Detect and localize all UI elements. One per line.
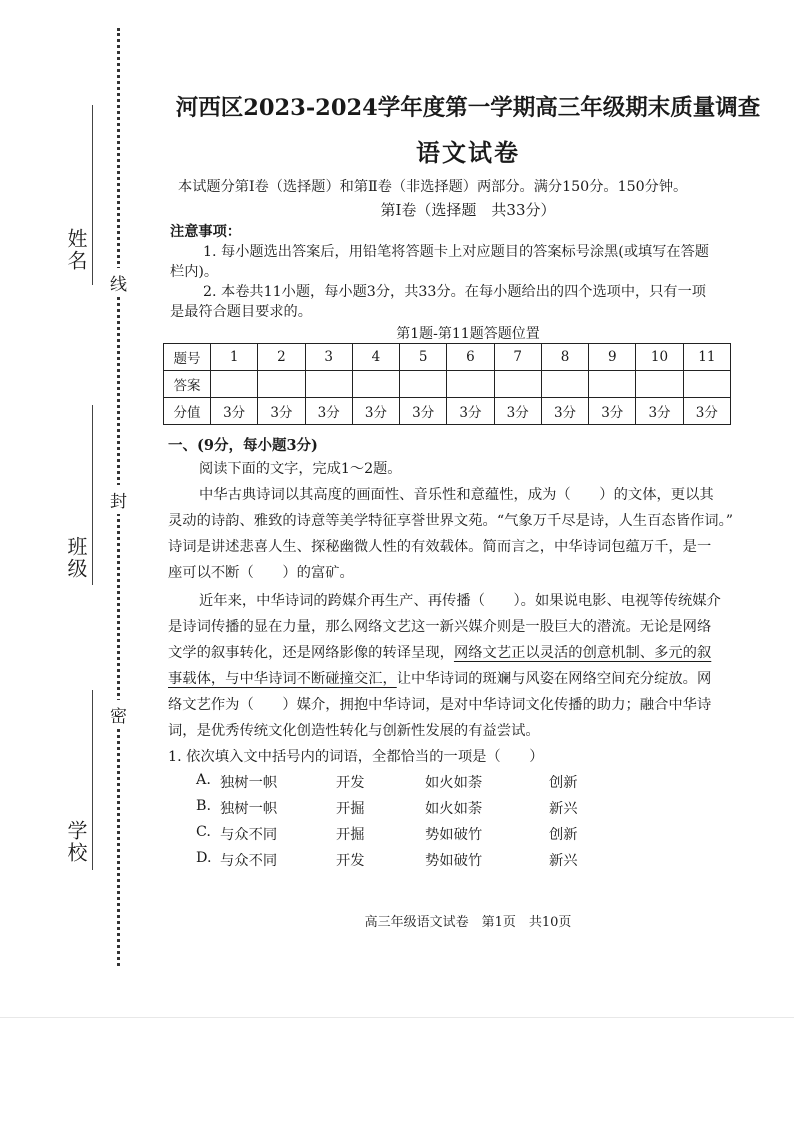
passage-p2-line4-plain: 让中华诗词的斑斓与风姿在网络空间充分绽放。网 [396,671,712,687]
passage-p1-line3: 诗词是讲述悲喜人生、探秘幽微人性的有效载体。简而言之，中华诗词包蕴万千，是一 [168,539,712,555]
school-field-line[interactable] [92,690,93,870]
seal-char-seal: 封 [110,485,127,514]
passage-p2-line2: 是诗词传播的显在力量，那么网络文艺这一新兴媒介则是一股巨大的潜流。无论是网络 [168,619,712,635]
question1-stem: 1. 依次填入文中括号内的词语，全都恰当的一项是（ ） [168,749,544,765]
row-label: 题号 [164,344,211,371]
exam-title: 河西区2023-2024学年度第一学期高三年级期末质量调查 [175,95,761,121]
section1-heading: 一、(9分，每小题3分) [168,437,318,454]
question-number: 10 [636,344,683,371]
option-word4: 创新 [549,775,578,791]
exam-intro: 本试题分第Ⅰ卷（选择题）和第Ⅱ卷（非选择题）两部分。满分150分。150分钟。 [178,179,688,195]
score-cell: 3分 [494,398,541,425]
score-cell: 3分 [447,398,494,425]
score-cell: 3分 [352,398,399,425]
class-field-line[interactable] [92,405,93,585]
notes-item2-line2: 是最符合题目要求的。 [170,304,312,320]
question-number: 11 [683,344,730,371]
question-number: 3 [305,344,352,371]
question-number: 1 [211,344,258,371]
answer-table-row-scores [164,398,731,425]
score-cell: 3分 [211,398,258,425]
score-cell: 3分 [541,398,588,425]
school-label: 学校 [64,820,88,864]
question-number: 4 [352,344,399,371]
passage-p2-line3-underlined: 网络文艺正以灵活的创意机制、多元的叙 [453,645,712,661]
answer-cell[interactable] [258,371,305,398]
option-word1: 与众不同 [220,853,278,869]
answer-cell[interactable] [447,371,494,398]
passage-p2-line4-underlined: 事载体，与中华诗词不断碰撞交汇， [168,671,397,687]
question-number: 7 [494,344,541,371]
passage-p2-line5: 络文艺作为（ ）媒介，拥抱中华诗词，是对中华诗词文化传播的助力；融合中华诗 [168,697,712,713]
name-field-line[interactable] [92,105,93,285]
passage-p1-line1: 中华古典诗词以其高度的画面性、音乐性和意蕴性，成为（ ）的文体，更以其 [199,487,714,503]
notes-item1-line2: 栏内)。 [170,264,219,280]
option-word3: 如火如荼 [425,775,483,791]
answer-cell[interactable] [494,371,541,398]
option-letter: C. [196,824,211,840]
name-label: 姓名 [64,228,88,272]
question-number: 5 [400,344,447,371]
passage-p1-line2: 灵动的诗韵、雅致的诗意等美学特征享誉世界文苑。“气象万千尽是诗，人生百态皆作词。” [168,513,734,529]
answer-table [163,343,731,425]
question-number: 6 [447,344,494,371]
passage-p1-line4: 座可以不断（ ）的富矿。 [168,565,354,581]
notes-item1-line1: 1. 每小题选出答案后，用铅笔将答题卡上对应题目的答案标号涂黑(或填写在答题 [203,244,709,260]
option-word3: 如火如荼 [425,801,483,817]
passage-p2-line4 [168,666,711,692]
exam-subtitle: 语文试卷 [416,138,520,167]
question-number: 8 [541,344,588,371]
question-number: 2 [258,344,305,371]
option-word4: 新兴 [549,801,578,817]
passage-p2-line1: 近年来，中华诗词的跨媒介再生产、再传播（ ）。如果说电影、电视等传统媒介 [199,593,721,609]
score-cell: 3分 [305,398,352,425]
option-word2: 开发 [336,775,365,791]
page-footer: 高三年级语文试卷 第1页 共10页 [364,915,572,930]
answer-cell[interactable] [352,371,399,398]
option-letter: D. [196,850,212,866]
option-word3: 势如破竹 [425,853,483,869]
passage-p2-line3 [168,640,711,666]
option-word2: 开掘 [336,801,365,817]
option-word1: 独树一帜 [220,775,278,791]
scan-edge-divider [0,1017,794,1018]
answer-table-caption: 第1题-第11题答题位置 [396,326,540,342]
passage-p2-line3-plain: 文学的叙事转化，还是网络影像的转译呈现， [168,645,454,661]
answer-cell[interactable] [589,371,636,398]
score-cell: 3分 [589,398,636,425]
option-word1: 与众不同 [220,827,278,843]
seal-char-secret: 密 [110,700,127,729]
answer-table-row-numbers [164,344,731,371]
answer-table-row-answers [164,371,731,398]
section1-instruction: 阅读下面的文字，完成1～2题。 [199,461,402,477]
notes-item2-line1: 2. 本卷共11小题，每小题3分，共33分。在每小题给出的四个选项中，只有一项 [203,284,706,300]
section-title: 第Ⅰ卷（选择题 共33分） [380,201,556,219]
question-number: 9 [589,344,636,371]
answer-cell[interactable] [541,371,588,398]
score-cell: 3分 [636,398,683,425]
option-word2: 开发 [336,853,365,869]
answer-cell[interactable] [305,371,352,398]
seal-char-line: 线 [110,268,127,297]
option-word4: 新兴 [549,853,578,869]
row-label: 答案 [164,371,211,398]
option-word2: 开掘 [336,827,365,843]
option-word3: 势如破竹 [425,827,483,843]
score-cell: 3分 [683,398,730,425]
answer-cell[interactable] [400,371,447,398]
answer-cell[interactable] [211,371,258,398]
notes-heading: 注意事项： [170,224,241,240]
score-cell: 3分 [258,398,305,425]
answer-cell[interactable] [683,371,730,398]
passage-p2-line6: 词，是优秀传统文化创造性转化与创新性发展的有益尝试。 [168,723,540,739]
class-label: 班级 [64,536,88,580]
answer-cell[interactable] [636,371,683,398]
option-letter: B. [196,798,212,814]
option-word4: 创新 [549,827,578,843]
option-letter: A. [196,772,211,788]
score-cell: 3分 [400,398,447,425]
row-label: 分值 [164,398,211,425]
option-word1: 独树一帜 [220,801,278,817]
